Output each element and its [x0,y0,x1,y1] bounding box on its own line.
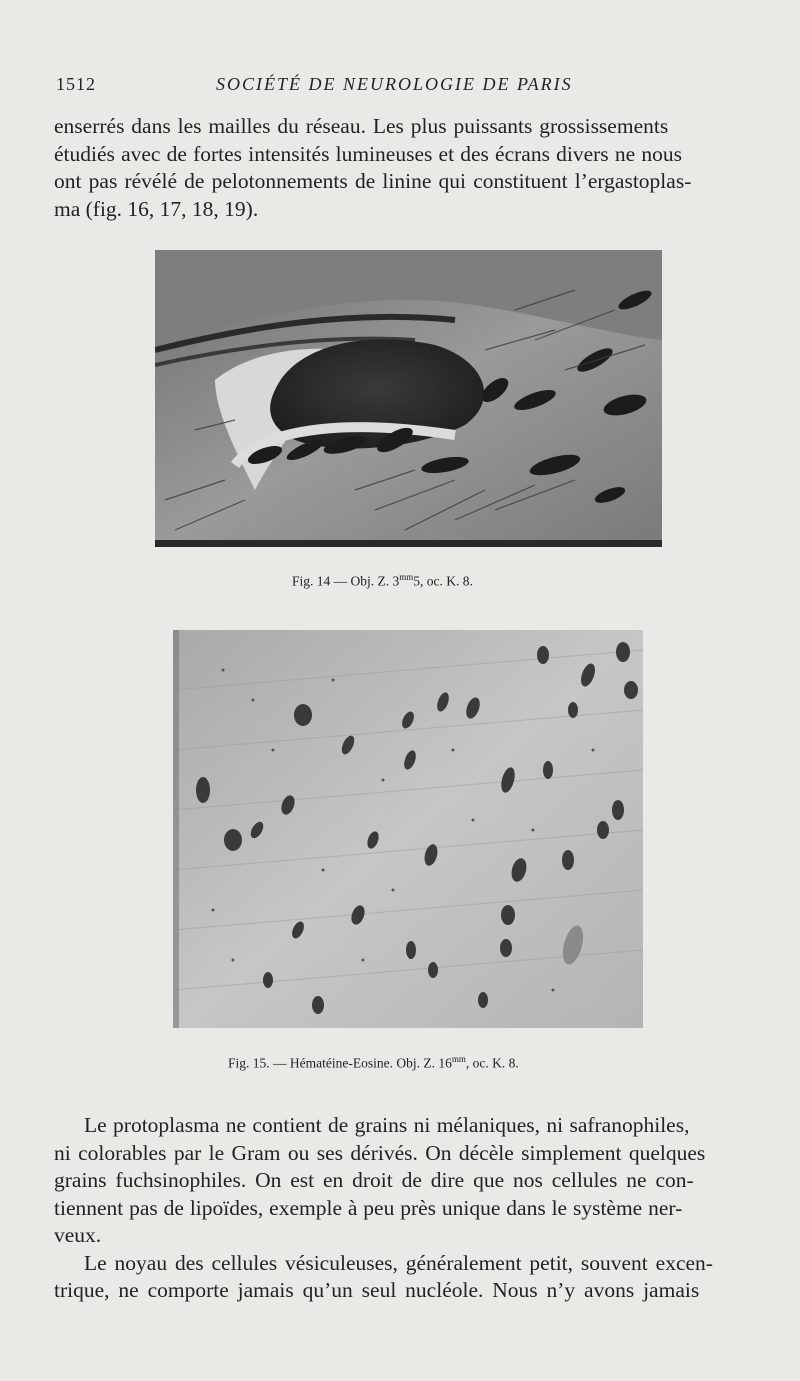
text-line: Le protoplasma ne contient de grains ni mélaniques, ni safranophiles, [84,1113,690,1137]
figure-15-micrograph [173,630,643,1028]
page-header [56,74,744,100]
text-line: tiennent pas de lipoïdes, exemple à peu près unique dans le système ner- [54,1195,683,1220]
text-line: ont pas révélé de pelotonnements de linine qui constituent l’ergastoplas- [54,169,692,193]
text-line: grains fuchsinophiles. On est en droit de dire que nos cellules ne con- [54,1168,694,1192]
text-line: étudiés avec de fortes intensités lumineuses et des écrans divers ne nous [54,141,682,166]
running-title: SOCIÉTÉ DE NEUROLOGIE DE PARIS [216,74,573,94]
paragraph-main [54,1112,758,1305]
caption-superscript: mm [399,572,414,582]
text-line: trique, ne comporte jamais qu’un seul nucléole. Nous n’y avons jamais [54,1278,700,1302]
text-line: Le noyau des cellules vésiculeuses, généralement petit, souvent excen- [84,1250,713,1275]
text-line: ma (fig. 16, 17, 18, 19). [54,196,259,221]
text-line: enserrés dans les mailles du réseau. Les plus puissants grossissements [54,114,669,138]
page-number: 1512 [56,74,96,94]
text-line: veux. [54,1223,102,1247]
caption-text: 5, oc. K. 8. [413,573,473,589]
paragraph-top [54,113,758,223]
figure-14-micrograph [155,250,662,547]
caption-superscript: mm [451,1054,466,1064]
caption-text: Fig. 14 — Obj. Z. 3 [292,573,400,589]
figure-14-caption [292,572,473,590]
caption-text: , oc. K. 8. [465,1055,519,1071]
caption-text: Fig. 15. — Hématéine-Eosine. Obj. Z. 16 [228,1055,452,1071]
figure-15-caption [228,1054,519,1072]
text-line: ni colorables par le Gram ou ses dérivés. On décèle simplement quelques [54,1140,706,1165]
